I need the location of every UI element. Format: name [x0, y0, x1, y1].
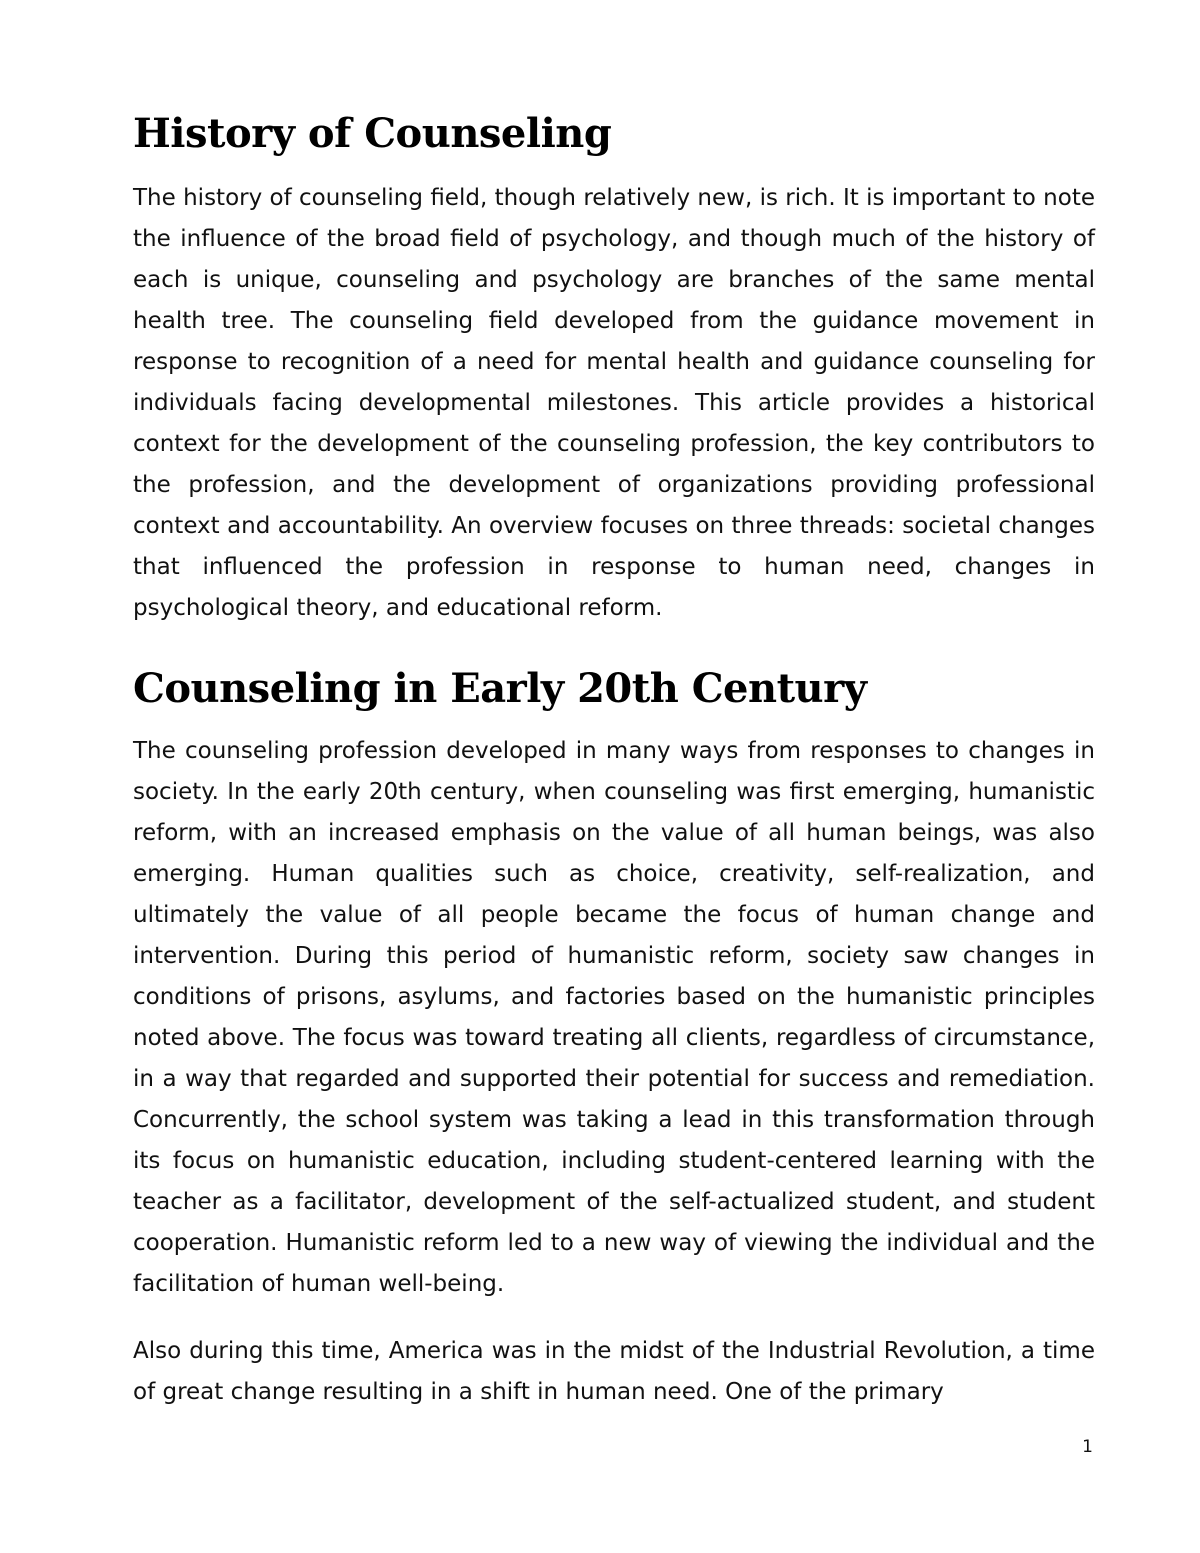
paragraph-industrial-revolution: Also during this time, America was in the midst of the Industrial Revolution, a time of great change resulting in a shift in human need. One of the primary — [133, 1338, 1095, 1405]
paragraph-history-intro: The history of counseling field, though relatively new, is rich. It is important to note the influence of the broad field of psychology, and though much of the history of each is unique, counseling and psychology are branches of the same mental health tree. The counseling field developed from the guidance movement in response to recognition of a need for mental health and guidance counseling for individuals facing developmental milestones. This article provides a historical context for the development of the counseling profession, the key contributors to the profession, and the development of organizations providing professional context and accountability. An overview focuses on three threads: societal changes that influenced the profession in response to human need, changes in psychological theory, and educational reform. — [133, 185, 1095, 621]
section-heading-early-20th-century: Counseling in Early 20th Century — [133, 665, 867, 712]
paragraph-early-20th-century: The counseling profession developed in many ways from responses to changes in society. In the early 20th century, when counseling was first emerging, humanistic reform, with an increased emphasis on the value of all human beings, was also emerging. Human qualities such as choice, creativity, self-realization, and ultimately the value of all people became the focus of human change and intervention. During this period of humanistic reform, society saw changes in conditions of prisons, asylums, and factories based on the humanistic principles noted above. The focus was toward treating all clients, regardless of circumstance, in a way that regarded and supported their potential for success and remediation. Concurrently, the school system was taking a lead in this transformation through its focus on humanistic education, including student-centered learning with the teacher as a facilitator, development of the self-actualized student, and student cooperation. Humanistic reform led to a new way of viewing the individual and the facilitation of human well-being. — [133, 738, 1095, 1297]
page-number: 1 — [1082, 1437, 1093, 1457]
section-heading-history: History of Counseling — [133, 110, 612, 157]
document-body — [133, 108, 1095, 1413]
